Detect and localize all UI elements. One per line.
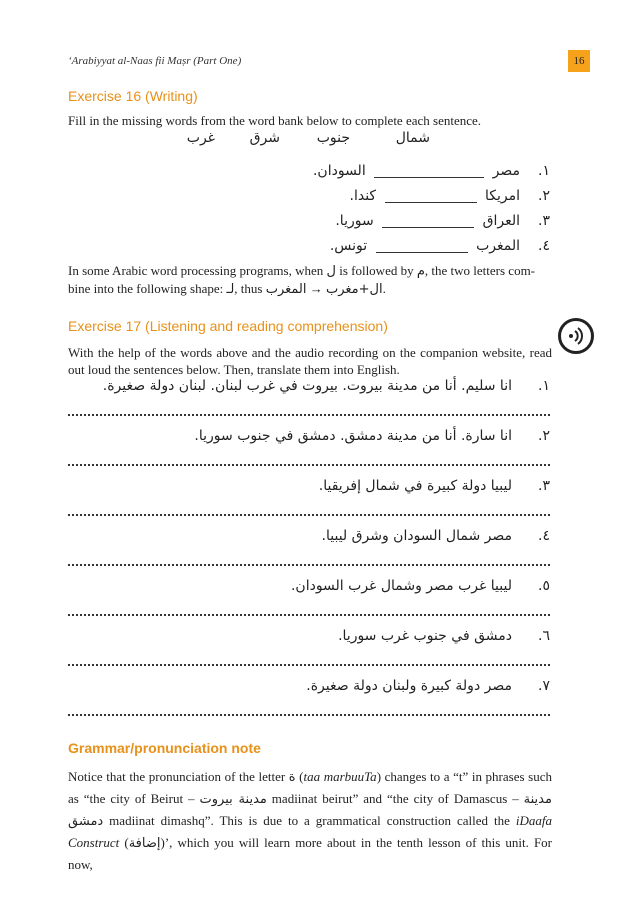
note-text: is followed by <box>335 263 417 278</box>
sentence-1 <box>70 378 550 402</box>
grammar-text: madiinat beirut” and “the city of Damascus – <box>266 791 524 806</box>
translation-line[interactable] <box>68 662 550 666</box>
note-arabic: ل <box>326 264 336 279</box>
audio-icon[interactable] <box>558 318 594 354</box>
sentence-text: انا سليم. أنا من مدينة بيروت. بيروت في غرب لبنان. لبنان دولة صغيرة. <box>102 378 512 394</box>
grammar-text: ( <box>295 769 304 784</box>
fill-item-3 <box>250 213 550 235</box>
fill-item-1 <box>250 163 550 185</box>
grammar-note-body <box>68 766 552 875</box>
sentence-text: مصر شمال السودان وشرق ليبيا. <box>321 528 512 544</box>
blank-line[interactable] <box>376 240 468 253</box>
note-arabic: لـ <box>226 282 235 297</box>
grammar-text: ( <box>119 835 129 850</box>
exercise-16-instruction: Fill in the missing words from the word bank below to complete each sentence. <box>68 113 482 128</box>
fill-item-2 <box>250 188 550 210</box>
item-number: ١. <box>538 378 550 394</box>
note-arabic: م <box>416 264 425 279</box>
exercise-17-title: Exercise 17 (Listening and reading comprehension) <box>68 318 388 334</box>
grammar-arabic: مدينة بيروت <box>199 792 267 807</box>
translation-line[interactable] <box>68 512 550 516</box>
sentence-7 <box>70 678 550 702</box>
grammar-term: iDaafa Construct <box>68 813 552 850</box>
fill-sentence <box>350 188 521 204</box>
sentence-text: ليبيا دولة كبيرة في شمال إفريقيا. <box>318 478 512 494</box>
left-word: مصر <box>492 163 520 179</box>
exercise-17-instruction: With the help of the words above and the audio recording on the companion website, read out loud the sentences below. Then, translate them into English. <box>68 345 552 377</box>
left-word: المغرب <box>476 238 520 254</box>
grammar-arabic: إضافة <box>128 836 161 851</box>
translation-line[interactable] <box>68 712 550 716</box>
word-bank-item: جنوب <box>316 130 350 146</box>
translation-line[interactable] <box>68 562 550 566</box>
translation-line[interactable] <box>68 412 550 416</box>
sentence-5 <box>70 578 550 602</box>
grammar-term: taa marbuuTa <box>303 769 377 784</box>
translation-line[interactable] <box>68 462 550 466</box>
exercise-16-title: Exercise 16 (Writing) <box>68 88 198 104</box>
grammar-note-title: Grammar/pronunciation note <box>68 740 261 756</box>
word-bank <box>186 130 430 152</box>
sentence-text: ليبيا غرب مصر وشمال غرب السودان. <box>290 578 512 594</box>
running-head: ʻArabiyyat al-Naas fii Maṣr (Part One) <box>68 55 242 67</box>
item-number: ٦. <box>538 628 550 644</box>
sentence-3 <box>70 478 550 502</box>
item-number: ٢. <box>538 188 550 204</box>
sentence-6 <box>70 628 550 652</box>
grammar-arabic: مدينة دمشق <box>68 792 552 829</box>
sentence-2 <box>70 428 550 452</box>
translation-line[interactable] <box>68 612 550 616</box>
ligature-note: In some Arabic word processing programs, when ل is followed by م, the two letters com- bine into the following shape: لـ, thus ال+مغرب → المغرب . <box>68 263 536 297</box>
note-text: , the two letters com- <box>424 263 536 278</box>
sentence-text: مصر دولة كبيرة ولبنان دولة صغيرة. <box>306 678 512 694</box>
word-bank-item: شرق <box>249 130 280 146</box>
word-bank-item: غرب <box>186 130 215 146</box>
sentence-text: انا سارة. أنا من مدينة دمشق. دمشق في جنوب سوريا. <box>194 428 512 444</box>
blank-line[interactable] <box>385 190 477 203</box>
grammar-text: Notice that the pronunciation of the letter <box>68 769 289 784</box>
right-word: سوريا. <box>335 213 374 229</box>
note-text: In some Arabic word processing programs, when <box>68 263 327 278</box>
arrow-icon: → <box>309 281 323 296</box>
word-bank-item: شمال <box>395 130 430 146</box>
item-number: ٤. <box>538 528 550 544</box>
fill-sentence <box>330 238 520 254</box>
left-word: امريكا <box>484 188 520 204</box>
note-arabic: ال+مغرب <box>326 282 383 297</box>
note-text: , thus <box>234 281 266 296</box>
note-arabic: المغرب <box>265 282 307 297</box>
left-word: العراق <box>482 213 520 229</box>
note-text: bine into the following shape: <box>68 281 227 296</box>
item-number: ١. <box>538 163 550 179</box>
fill-item-4 <box>250 238 550 260</box>
grammar-text: ) changes to a “t” in phrases such as “the city of Beirut – <box>68 769 552 806</box>
page-number: 16 <box>568 50 590 72</box>
sentence-text: دمشق في جنوب غرب سوريا. <box>338 628 512 644</box>
item-number: ٣. <box>538 213 550 229</box>
grammar-arabic: ة <box>288 770 296 785</box>
blank-line[interactable] <box>382 215 474 228</box>
item-number: ٥. <box>538 578 550 594</box>
right-word: السودان. <box>312 163 366 179</box>
blank-line[interactable] <box>374 165 484 178</box>
right-word: تونس. <box>329 238 368 254</box>
grammar-text: )’, which you will learn more about in the tenth lesson of this unit. For now, <box>68 835 552 872</box>
right-word: كندا. <box>349 188 377 204</box>
item-number: ٤. <box>538 238 550 254</box>
grammar-text: madiinat dimashq”. This is due to a grammatical construction called the <box>103 813 516 828</box>
item-number: ٢. <box>538 428 550 444</box>
sentence-4 <box>70 528 550 552</box>
fill-sentence <box>313 163 520 179</box>
item-number: ٣. <box>538 478 550 494</box>
fill-sentence <box>335 213 520 229</box>
item-number: ٧. <box>538 678 550 694</box>
